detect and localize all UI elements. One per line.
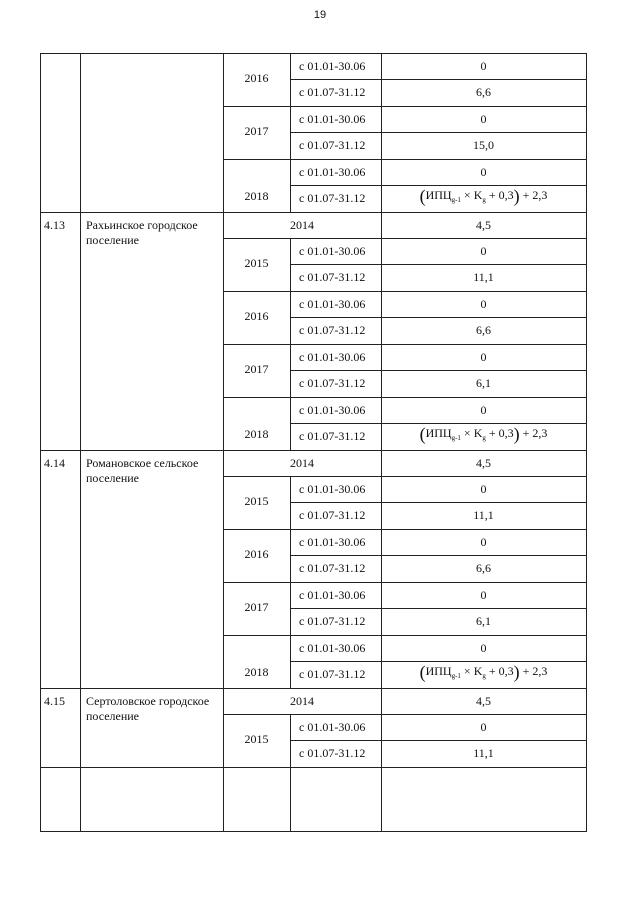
table-rule-horizontal bbox=[40, 767, 587, 768]
formula-open-paren: ( bbox=[419, 424, 426, 444]
table-rule-vertical bbox=[80, 53, 81, 831]
indexation-formula bbox=[381, 664, 586, 683]
table-rule-horizontal bbox=[223, 397, 587, 398]
formula-close-paren: ) bbox=[513, 662, 520, 682]
year-cell: 2015 bbox=[244, 494, 269, 508]
formula-coefficient: K bbox=[473, 188, 483, 202]
table-rule-horizontal bbox=[290, 555, 587, 556]
formula-coefficient-subscript: g bbox=[482, 672, 486, 680]
year-cell: 2017 bbox=[244, 124, 269, 138]
settlement-number: 4.14 bbox=[44, 456, 65, 470]
settlement-number: 4.15 bbox=[44, 694, 65, 708]
table-rule-horizontal bbox=[223, 714, 587, 715]
period-first-half: с 01.01-30.06 bbox=[299, 350, 366, 364]
page-number: 19 bbox=[313, 9, 327, 21]
table-rule-horizontal bbox=[223, 476, 587, 477]
year-cell: 2018 bbox=[244, 665, 269, 679]
formula-tail-term: + 2,3 bbox=[522, 664, 548, 678]
period-first-half: с 01.01-30.06 bbox=[299, 482, 366, 496]
formula-cpi-subscript: g-1 bbox=[451, 196, 461, 204]
period-second-half: с 01.07-31.12 bbox=[299, 746, 366, 760]
formula-cpi-subscript: g-1 bbox=[451, 672, 461, 680]
formula-open-paren: ( bbox=[419, 662, 426, 682]
value-second-half: 6,6 bbox=[476, 85, 491, 99]
formula-plus-term: + 0,3 bbox=[488, 426, 514, 440]
value-first-half: 0 bbox=[480, 588, 487, 602]
formula-coefficient-subscript: g bbox=[482, 434, 486, 442]
year-cell: 2015 bbox=[244, 732, 269, 746]
value-first-half: 0 bbox=[480, 720, 487, 734]
table-rule-horizontal bbox=[40, 450, 587, 451]
period-second-half: с 01.07-31.12 bbox=[299, 508, 366, 522]
table-rule-horizontal bbox=[223, 159, 587, 160]
table-rule-horizontal bbox=[223, 291, 587, 292]
period-first-half: с 01.01-30.06 bbox=[299, 112, 366, 126]
value-second-half: 6,6 bbox=[476, 561, 491, 575]
period-first-half: с 01.01-30.06 bbox=[299, 297, 366, 311]
period-first-half: с 01.01-30.06 bbox=[299, 641, 366, 655]
formula-plus-term: + 0,3 bbox=[488, 664, 514, 678]
period-second-half: с 01.07-31.12 bbox=[299, 191, 366, 205]
year-cell: 2017 bbox=[244, 362, 269, 376]
table-rule-horizontal bbox=[223, 529, 587, 530]
formula-coefficient: K bbox=[473, 426, 483, 440]
value-second-half: 6,1 bbox=[476, 614, 491, 628]
base-value-cell: 4,5 bbox=[476, 218, 491, 232]
value-first-half: 0 bbox=[480, 641, 487, 655]
period-second-half: с 01.07-31.12 bbox=[299, 138, 366, 152]
table-rule-horizontal bbox=[290, 661, 587, 662]
formula-tail-term: + 2,3 bbox=[522, 188, 548, 202]
table-rule-horizontal bbox=[290, 79, 587, 80]
year-cell: 2018 bbox=[244, 189, 269, 203]
period-second-half: с 01.07-31.12 bbox=[299, 376, 366, 390]
table-rule-horizontal bbox=[290, 608, 587, 609]
table-rule-horizontal bbox=[223, 582, 587, 583]
period-first-half: с 01.01-30.06 bbox=[299, 59, 366, 73]
year-cell: 2016 bbox=[244, 71, 269, 85]
value-first-half: 0 bbox=[480, 112, 487, 126]
period-first-half: с 01.01-30.06 bbox=[299, 588, 366, 602]
table-rule-horizontal bbox=[290, 740, 587, 741]
value-second-half: 6,6 bbox=[476, 323, 491, 337]
settlement-name: Рахьинское городское поселение bbox=[86, 218, 198, 247]
formula-times: × bbox=[463, 664, 471, 678]
value-first-half: 0 bbox=[480, 403, 487, 417]
formula-times: × bbox=[463, 188, 471, 202]
table-rule-horizontal bbox=[40, 212, 587, 213]
base-year-cell: 2014 bbox=[290, 218, 314, 232]
period-first-half: с 01.01-30.06 bbox=[299, 720, 366, 734]
table-rule-horizontal bbox=[40, 688, 587, 689]
table-rule-horizontal bbox=[290, 317, 587, 318]
period-first-half: с 01.01-30.06 bbox=[299, 535, 366, 549]
formula-cpi: ИПЦ bbox=[425, 188, 452, 202]
formula-close-paren: ) bbox=[513, 186, 520, 206]
formula-cpi: ИПЦ bbox=[425, 426, 452, 440]
base-value-cell: 4,5 bbox=[476, 694, 491, 708]
base-year-cell: 2014 bbox=[290, 694, 314, 708]
period-first-half: с 01.01-30.06 bbox=[299, 165, 366, 179]
value-second-half: 15,0 bbox=[473, 138, 494, 152]
period-second-half: с 01.07-31.12 bbox=[299, 667, 366, 681]
period-second-half: с 01.07-31.12 bbox=[299, 323, 366, 337]
value-first-half: 0 bbox=[480, 482, 487, 496]
year-cell: 2018 bbox=[244, 427, 269, 441]
formula-coefficient: K bbox=[473, 664, 483, 678]
table-rule-horizontal bbox=[290, 502, 587, 503]
table-rule-horizontal bbox=[223, 106, 587, 107]
table-rule-horizontal bbox=[290, 423, 587, 424]
indexation-formula bbox=[381, 426, 586, 445]
tariff-table bbox=[40, 53, 587, 831]
formula-coefficient-subscript: g bbox=[482, 196, 486, 204]
table-rule-horizontal bbox=[290, 264, 587, 265]
formula-open-paren: ( bbox=[419, 186, 426, 206]
formula-cpi: ИПЦ bbox=[425, 664, 452, 678]
table-rule-horizontal bbox=[223, 238, 587, 239]
base-year-cell: 2014 bbox=[290, 456, 314, 470]
period-second-half: с 01.07-31.12 bbox=[299, 561, 366, 575]
table-rule-horizontal bbox=[40, 831, 587, 832]
year-cell: 2017 bbox=[244, 600, 269, 614]
formula-cpi-subscript: g-1 bbox=[451, 434, 461, 442]
value-second-half: 11,1 bbox=[473, 270, 494, 284]
table-rule-horizontal bbox=[290, 185, 587, 186]
value-second-half: 11,1 bbox=[473, 508, 494, 522]
formula-close-paren: ) bbox=[513, 424, 520, 444]
formula-tail-term: + 2,3 bbox=[522, 426, 548, 440]
value-first-half: 0 bbox=[480, 244, 487, 258]
table-rule-vertical bbox=[290, 714, 291, 831]
base-value-cell: 4,5 bbox=[476, 456, 491, 470]
table-rule-horizontal bbox=[290, 132, 587, 133]
value-first-half: 0 bbox=[480, 59, 487, 73]
value-first-half: 0 bbox=[480, 535, 487, 549]
period-second-half: с 01.07-31.12 bbox=[299, 614, 366, 628]
formula-plus-term: + 0,3 bbox=[488, 188, 514, 202]
settlement-name: Романовское сельское поселение bbox=[86, 456, 199, 485]
table-rule-horizontal bbox=[223, 344, 587, 345]
period-second-half: с 01.07-31.12 bbox=[299, 270, 366, 284]
value-first-half: 0 bbox=[480, 165, 487, 179]
table-rule-vertical bbox=[40, 53, 41, 831]
table-rule-horizontal bbox=[290, 370, 587, 371]
period-second-half: с 01.07-31.12 bbox=[299, 85, 366, 99]
table-rule-vertical bbox=[381, 714, 382, 831]
indexation-formula bbox=[381, 188, 586, 207]
value-first-half: 0 bbox=[480, 350, 487, 364]
year-cell: 2016 bbox=[244, 547, 269, 561]
period-first-half: с 01.01-30.06 bbox=[299, 244, 366, 258]
table-rule-horizontal bbox=[40, 53, 587, 54]
value-second-half: 11,1 bbox=[473, 746, 494, 760]
settlement-number: 4.13 bbox=[44, 218, 65, 232]
period-first-half: с 01.01-30.06 bbox=[299, 403, 366, 417]
year-cell: 2015 bbox=[244, 256, 269, 270]
value-second-half: 6,1 bbox=[476, 376, 491, 390]
settlement-name: Сертоловское городское поселение bbox=[86, 694, 210, 723]
table-rule-horizontal bbox=[223, 635, 587, 636]
year-cell: 2016 bbox=[244, 309, 269, 323]
formula-times: × bbox=[463, 426, 471, 440]
value-first-half: 0 bbox=[480, 297, 487, 311]
period-second-half: с 01.07-31.12 bbox=[299, 429, 366, 443]
